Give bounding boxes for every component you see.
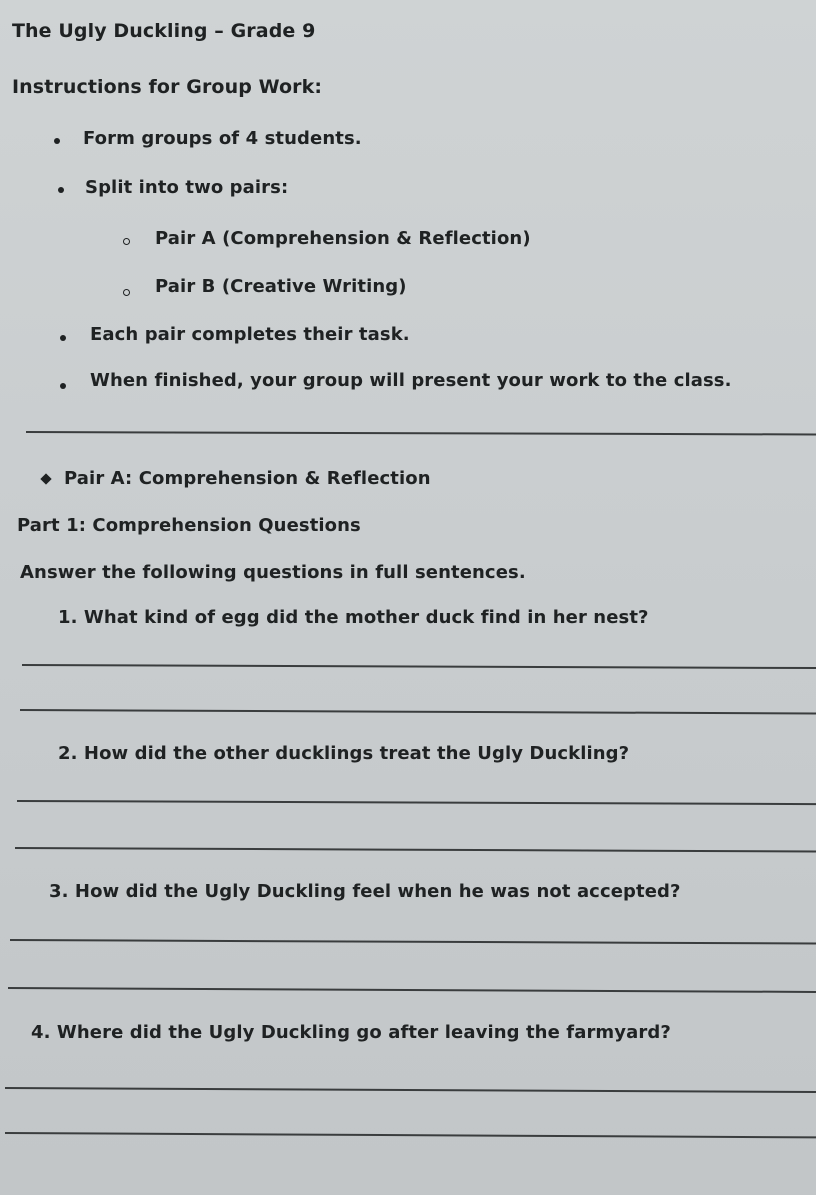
answer-line: [10, 939, 816, 944]
part-1-heading: Part 1: Comprehension Questions: [17, 515, 361, 536]
question-3: 3. How did the Ugly Duckling feel when he was not accepted?: [49, 881, 681, 902]
instruction-each-pair: Each pair completes their task.: [90, 324, 410, 345]
answer-line: [22, 664, 816, 669]
section-divider: [26, 431, 816, 435]
answer-line: [15, 847, 816, 852]
question-1: 1. What kind of egg did the mother duck find in her nest?: [58, 607, 649, 628]
bullet-icon: [60, 335, 66, 341]
answer-line: [8, 987, 816, 993]
instructions-heading: Instructions for Group Work:: [12, 76, 323, 98]
diamond-bullet-icon: [40, 473, 51, 484]
document-title: The Ugly Duckling – Grade 9: [12, 20, 316, 42]
answer-line: [5, 1087, 816, 1093]
instruction-form-groups: Form groups of 4 students.: [83, 128, 362, 149]
bullet-icon: [54, 138, 60, 144]
instruction-pair-b: Pair B (Creative Writing): [155, 276, 407, 297]
instruction-pair-a: Pair A (Comprehension & Reflection): [155, 228, 531, 249]
instruction-present: When finished, your group will present your work to the class.: [90, 370, 732, 391]
answer-line: [17, 800, 816, 805]
subbullet-icon: [123, 289, 130, 296]
question-4: 4. Where did the Ugly Duckling go after leaving the farmyard?: [31, 1022, 671, 1043]
bullet-icon: [60, 383, 66, 389]
answer-line: [20, 709, 816, 714]
answer-line: [5, 1132, 816, 1138]
answer-instruction: Answer the following questions in full sentences.: [20, 562, 526, 583]
pair-a-heading: Pair A: Comprehension & Reflection: [64, 468, 431, 489]
bullet-icon: [58, 187, 64, 193]
question-2: 2. How did the other ducklings treat the Ugly Duckling?: [58, 743, 630, 764]
instruction-split-pairs: Split into two pairs:: [85, 177, 289, 198]
subbullet-icon: [123, 238, 130, 245]
